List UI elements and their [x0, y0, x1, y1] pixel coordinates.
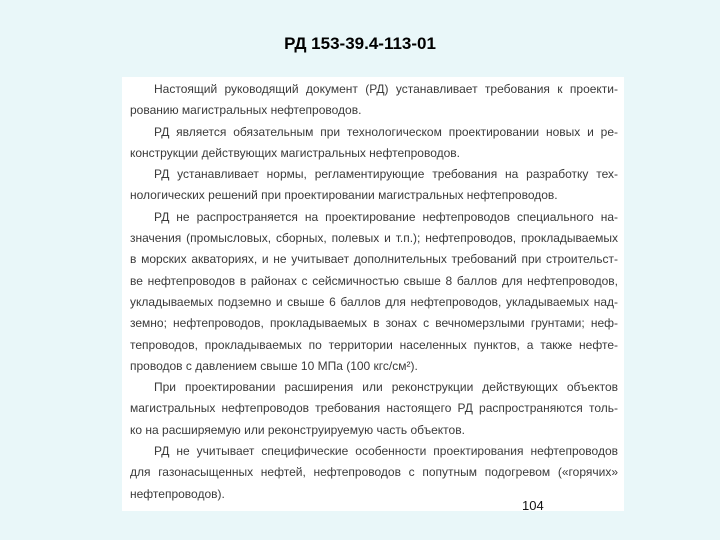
text-line: конструкции действующих магистральных нефтепроводов. [130, 145, 460, 160]
text-line: в морских акваториях, и не учитывает дополнительных требований при строительст- [130, 252, 618, 267]
text-line: Настоящий руководящий документ (РД) устанавливает требования к проекти- [154, 82, 618, 96]
text-line: ве нефтепроводов в районах с сейсмичностью свыше 8 баллов для нефтепроводов, [130, 273, 618, 288]
text-line: РД устанавливает нормы, регламентирующие требования на разработку тех- [154, 167, 618, 182]
text-line: земно; нефтепроводов, прокладываемых в зонах с вечномерзлыми грунтами; неф- [130, 316, 618, 331]
text-line: магистральных нефтепроводов требования настоящего РД распространяются толь- [130, 401, 618, 416]
text-line: РД не учитывает специфические особенности проектирования нефтепроводов [154, 444, 618, 459]
text-line: укладываемых подземно и свыше 6 баллов для нефтепроводов, укладываемых над- [130, 294, 618, 309]
text-line: тепроводов, прокладываемых по территории населенных пунктов, а также нефте- [130, 337, 618, 352]
text-line: проводов с давлением свыше 10 МПа (100 кгс/см²). [130, 358, 418, 373]
text-line: РД не распространяется на проектирование нефтепроводов специального на- [154, 209, 618, 224]
text-line: нологических решений при проектировании магистральных нефтепроводов. [130, 188, 558, 203]
text-line: значения (промысловых, сборных, полевых и т.п.); нефтепроводов, прокладываемых [130, 231, 618, 246]
document-scan [122, 77, 624, 511]
text-line: нефтепроводов). [130, 486, 225, 501]
page-title: РД 153-39.4-113-01 [284, 34, 436, 53]
text-line: для газонасыщенных нефтей, нефтепроводов с попутным подогревом («горячих» [130, 465, 618, 480]
text-line: При проектировании расширения или реконструкции действующих объектов [154, 380, 618, 395]
document-text [130, 79, 618, 505]
page-number: 104 [522, 498, 544, 513]
text-line: рованию магистральных нефтепроводов. [130, 103, 362, 118]
text-line: ко на расширяемую или реконструируемую часть объектов. [130, 422, 465, 437]
text-line: РД является обязательным при технологическом проектировании новых и ре- [154, 124, 618, 139]
